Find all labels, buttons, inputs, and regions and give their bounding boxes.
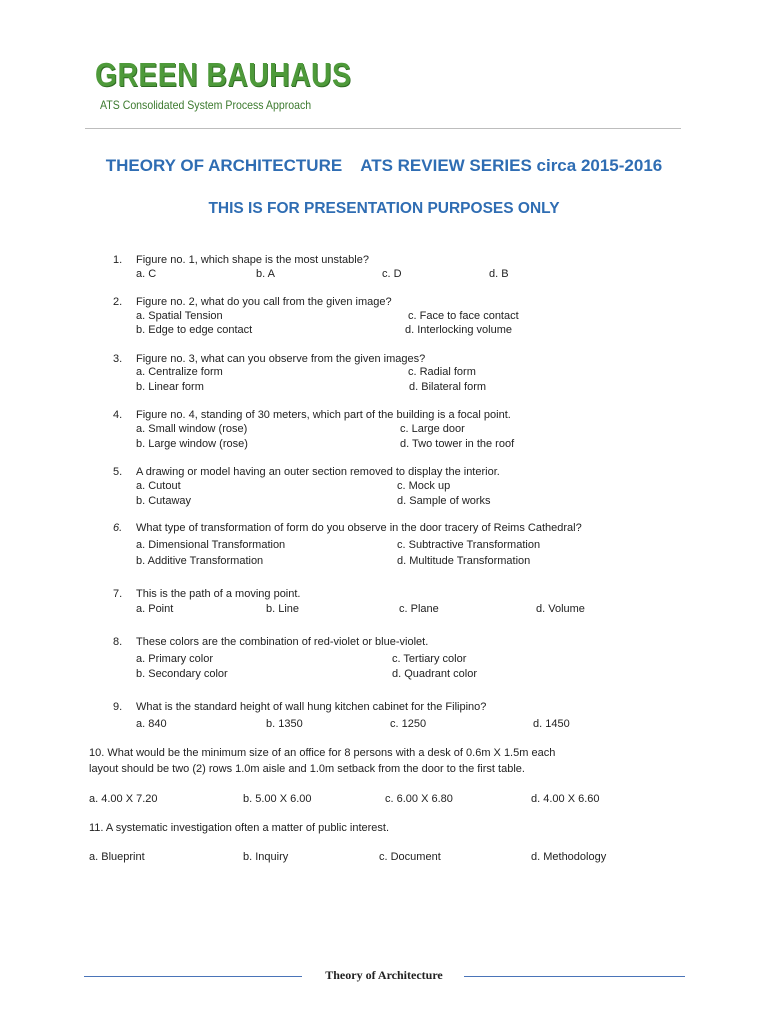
option-c: c. Face to face contact bbox=[408, 310, 519, 322]
option-a: a. Centralize form bbox=[136, 366, 223, 378]
page-title bbox=[0, 156, 768, 176]
question-text: A drawing or model having an outer section removed to display the interior. bbox=[136, 466, 500, 478]
question-text: Figure no. 4, standing of 30 meters, which part of the building is a focal point. bbox=[136, 409, 511, 421]
option-c: c. 1250 bbox=[390, 718, 427, 730]
option-b: b. Inquiry bbox=[243, 851, 289, 863]
option-a: a. Spatial Tension bbox=[136, 310, 223, 322]
option-d: d. Interlocking volume bbox=[405, 324, 512, 336]
option-c: c. Document bbox=[379, 851, 441, 863]
option-c: c. Large door bbox=[400, 423, 465, 435]
question-number: 5. bbox=[113, 466, 123, 478]
title-right: ATS REVIEW SERIES circa 2015-2016 bbox=[360, 156, 663, 175]
question-number: 2. bbox=[113, 296, 123, 308]
logo-subtitle: ATS Consolidated System Process Approach bbox=[100, 98, 312, 112]
option-d: d. 4.00 X 6.60 bbox=[531, 793, 600, 805]
question-number: 7. bbox=[113, 588, 123, 600]
footer-rule-right bbox=[464, 976, 685, 977]
option-a: a. C bbox=[136, 268, 157, 280]
option-c: c. Plane bbox=[399, 603, 439, 615]
option-b: b. Secondary color bbox=[136, 668, 228, 680]
option-c: c. Mock up bbox=[397, 480, 451, 492]
option-b: b. Linear form bbox=[136, 381, 204, 393]
option-d: d. Multitude Transformation bbox=[397, 555, 531, 567]
page-subtitle: THIS IS FOR PRESENTATION PURPOSES ONLY bbox=[208, 200, 560, 217]
option-d: d. Two tower in the roof bbox=[400, 438, 515, 450]
option-a: a. 4.00 X 7.20 bbox=[89, 793, 158, 805]
title-left: THEORY OF ARCHITECTURE bbox=[105, 156, 343, 175]
option-b: b. Additive Transformation bbox=[136, 555, 264, 567]
option-c: c. Subtractive Transformation bbox=[397, 539, 541, 551]
question-text: This is the path of a moving point. bbox=[136, 588, 301, 600]
question-number: 3. bbox=[113, 353, 123, 365]
option-b: b. 5.00 X 6.00 bbox=[243, 793, 312, 805]
option-c: c. 6.00 X 6.80 bbox=[385, 793, 453, 805]
question-number: 6. bbox=[113, 522, 123, 534]
option-d: d. B bbox=[489, 268, 509, 280]
question-number: 4. bbox=[113, 409, 123, 421]
question-number: 1. bbox=[113, 254, 123, 266]
option-d: d. Bilateral form bbox=[409, 381, 487, 393]
logo-title: GREEN BAUHAUS bbox=[95, 56, 352, 93]
option-b: b. Line bbox=[266, 603, 300, 615]
question-text-line2: layout should be two (2) rows 1.0m aisle and 1.0m setback from the door to the first table. bbox=[89, 763, 525, 775]
question-text: What is the standard height of wall hung kitchen cabinet for the Filipino? bbox=[136, 701, 487, 713]
option-b: b. Cutaway bbox=[136, 495, 192, 507]
question-text: Figure no. 2, what do you call from the given image? bbox=[136, 296, 392, 308]
option-d: d. Sample of works bbox=[397, 495, 491, 507]
option-d: d. Volume bbox=[536, 603, 585, 615]
footer-label: Theory of Architecture bbox=[325, 968, 443, 982]
option-a: a. Small window (rose) bbox=[136, 423, 248, 435]
option-a: a. 840 bbox=[136, 718, 167, 730]
question-text: These colors are the combination of red-violet or blue-violet. bbox=[136, 636, 429, 648]
question-text: Figure no. 1, which shape is the most unstable? bbox=[136, 254, 369, 266]
question-text: 11. A systematic investigation often a matter of public interest. bbox=[89, 822, 390, 834]
question-number: 8. bbox=[113, 636, 123, 648]
option-c: c. D bbox=[382, 268, 402, 280]
option-c: c. Tertiary color bbox=[392, 653, 467, 665]
option-b: b. Large window (rose) bbox=[136, 438, 248, 450]
option-b: b. A bbox=[256, 268, 275, 280]
option-d: d. Methodology bbox=[531, 851, 607, 863]
option-a: a. Blueprint bbox=[89, 851, 145, 863]
option-d: d. 1450 bbox=[533, 718, 570, 730]
option-a: a. Dimensional Transformation bbox=[136, 539, 286, 551]
question-text-line1: 10. What would be the minimum size of an office for 8 persons with a desk of 0.6m X 1.5m each bbox=[89, 747, 556, 759]
header-divider bbox=[85, 128, 681, 129]
option-a: a. Primary color bbox=[136, 653, 214, 665]
question-number: 9. bbox=[113, 701, 123, 713]
option-b: b. 1350 bbox=[266, 718, 303, 730]
option-a: a. Cutout bbox=[136, 480, 181, 492]
option-d: d. Quadrant color bbox=[392, 668, 477, 680]
option-a: a. Point bbox=[136, 603, 174, 615]
option-c: c. Radial form bbox=[408, 366, 476, 378]
option-b: b. Edge to edge contact bbox=[136, 324, 253, 336]
question-text: Figure no. 3, what can you observe from the given images? bbox=[136, 353, 426, 365]
question-text: What type of transformation of form do you observe in the door tracery of Reims Cathedral? bbox=[136, 522, 582, 534]
